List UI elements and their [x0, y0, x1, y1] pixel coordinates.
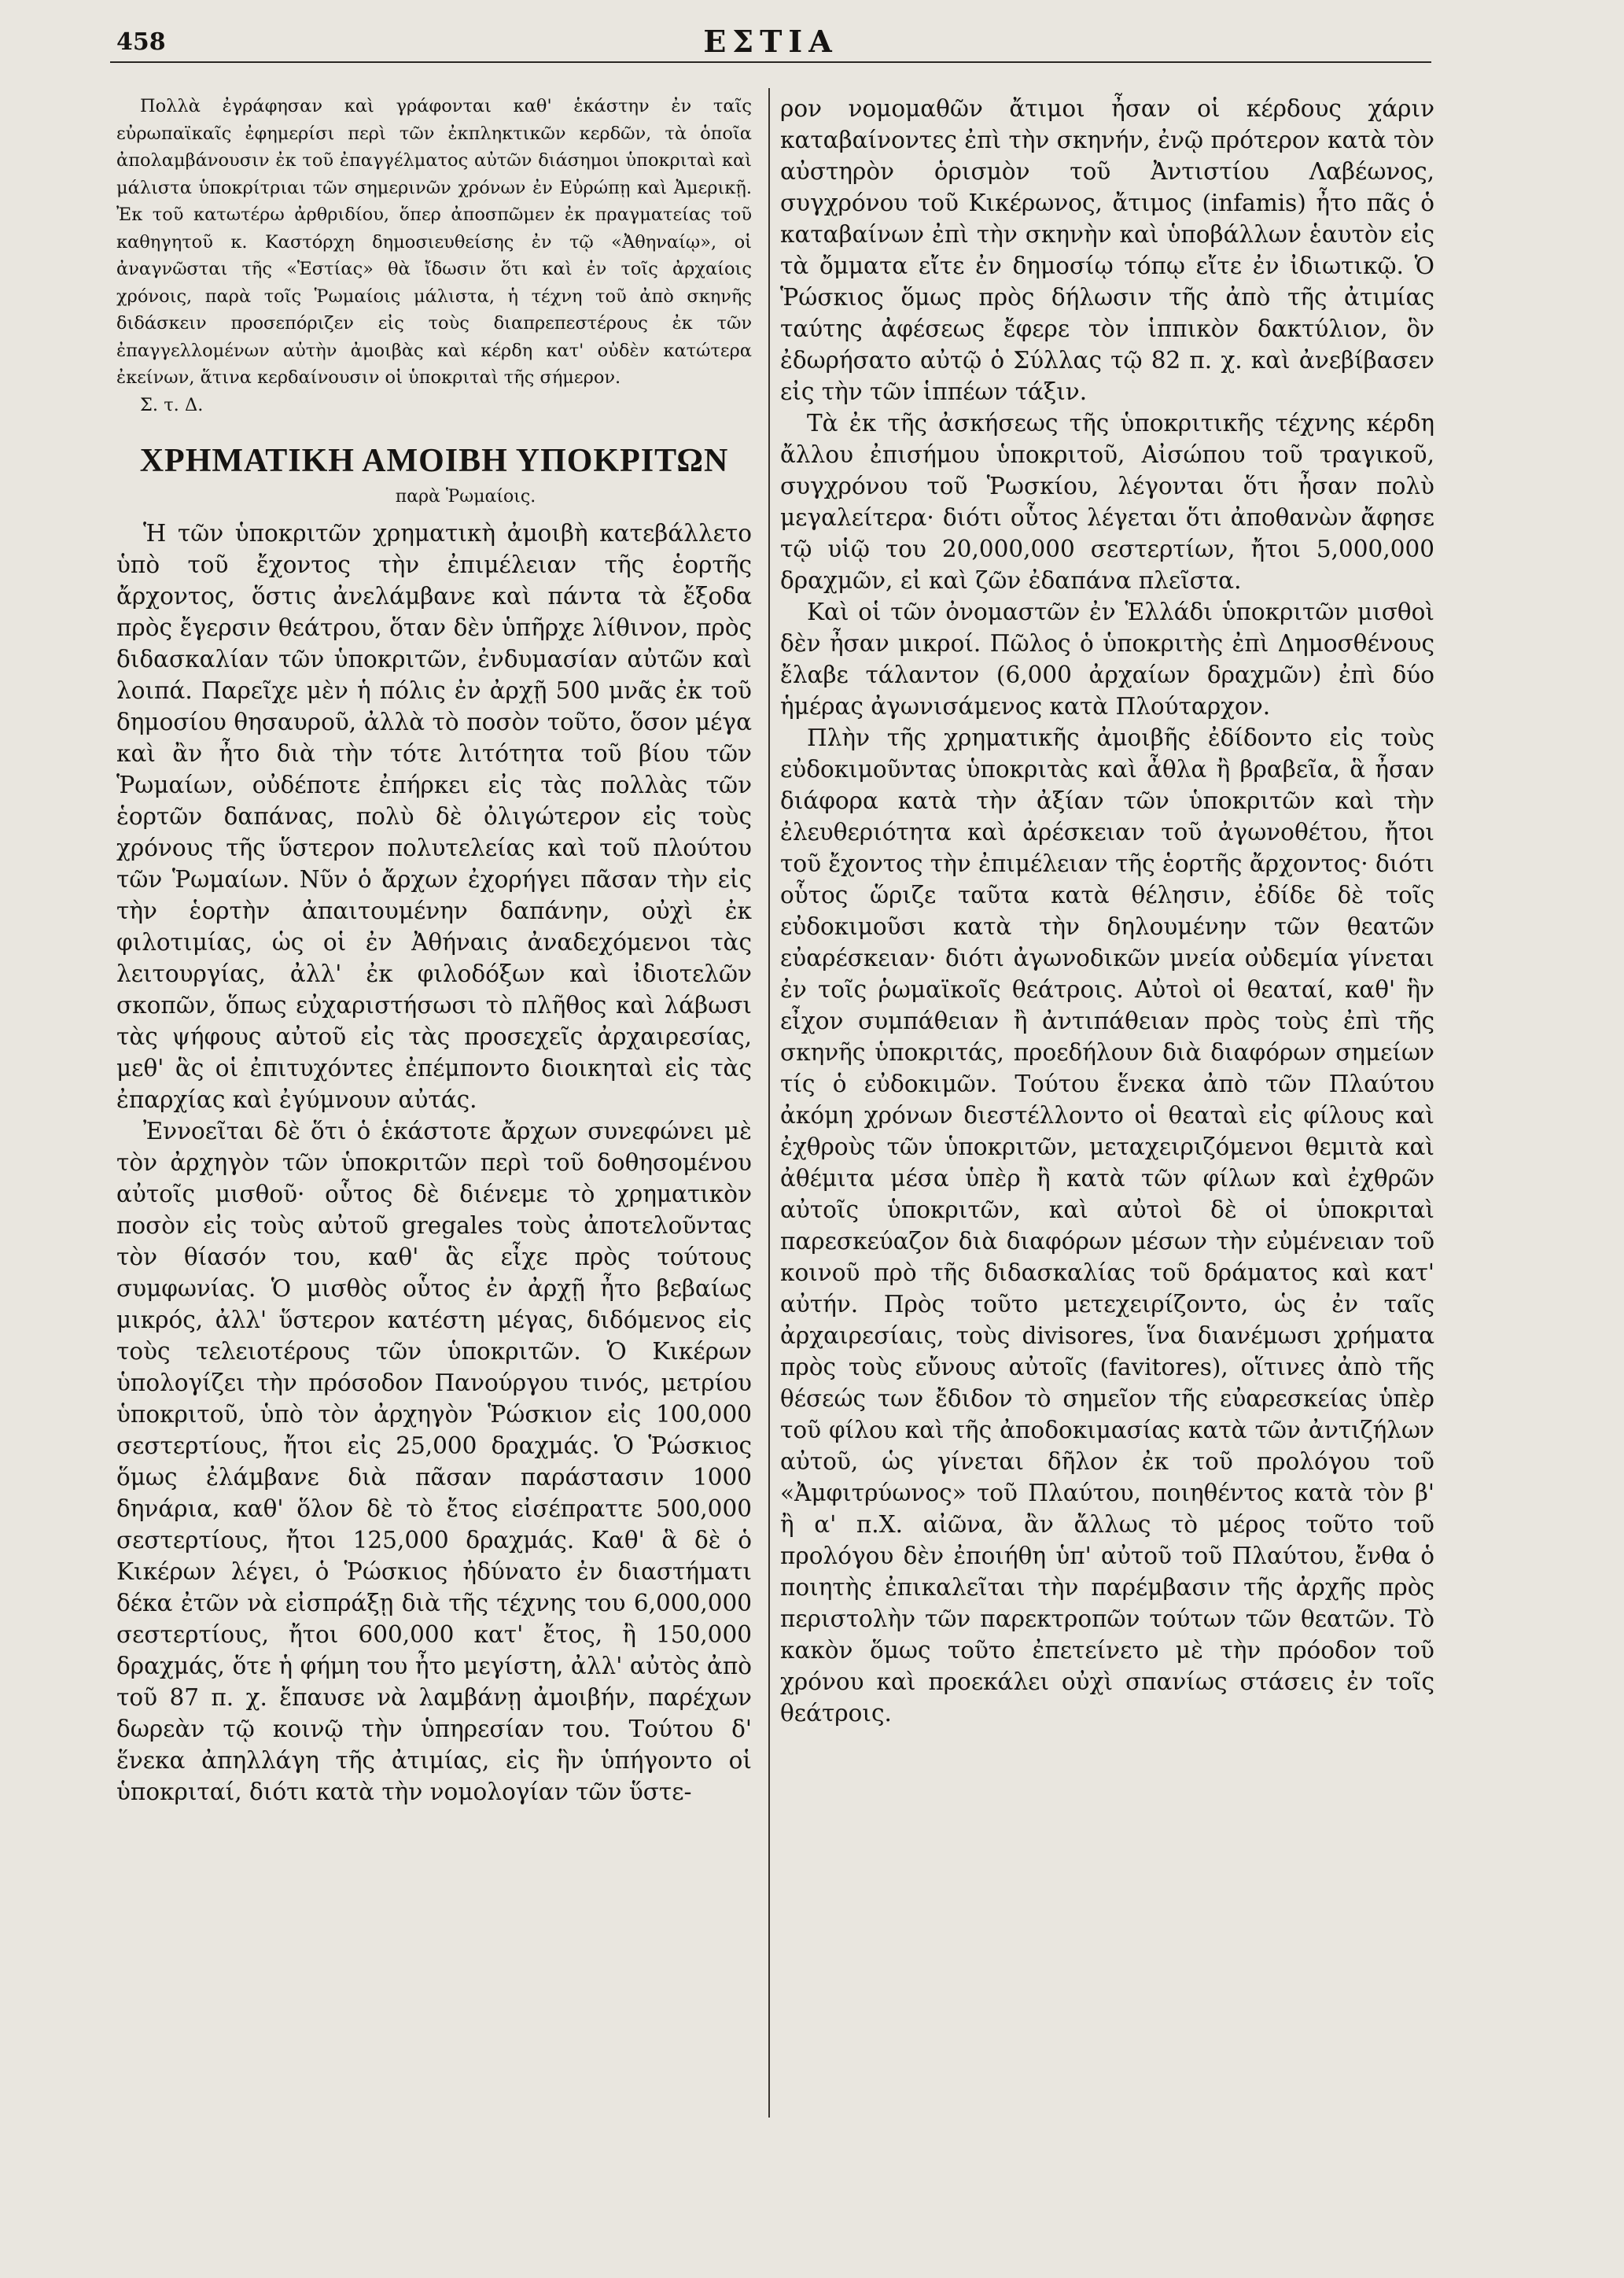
column-divider	[768, 88, 770, 2118]
editor-signature: Σ. τ. Δ.	[140, 394, 204, 415]
right-column	[780, 93, 1434, 2122]
left-column	[116, 93, 752, 2138]
body-paragraph: Πλὴν τῆς χρηματικῆς ἀμοιβῆς ἐδίδοντο εἰς τοὺς εὐδοκιμοῦντας ὑποκριτὰς καὶ ἆθλα ἢ βραβεῖα, ἃ ἦσαν διάφορα κατὰ τὴν ἀξίαν τῶν ὑποκριτῶν καὶ τὴν ἐλευθεριότητα καὶ ἀρέσκειαν τοῦ ἀγωνοθέτου, ἤτοι τοῦ ἔχοντος τὴν ἐπιμέλειαν τῆς ἑορτῆς ἄρχοντος· διότι οὗτος ὥριζε ταῦτα κατὰ θέλησιν, ἐδίδε δὲ τοῖς εὐδοκιμοῦσι κατὰ τὴν δηλουμένην τῶν θεατῶν εὐαρέσκειαν· διότι ἀγωνοδικῶν μνεία οὐδεμία γίνεται ἐν τοῖς ῥωμαϊκοῖς θεάτροις. Αὐτοὶ οἱ θεαταί, καθ' ἣν εἶχον συμπάθειαν ἢ ἀντιπάθειαν πρὸς τοὺς ἐπὶ τῆς σκηνῆς ὑποκριτάς, προεδήλουν διὰ διαφόρων σημείων τίς ὁ εὐδοκιμῶν. Τούτου ἕνεκα ἀπὸ τῶν Πλαύτου ἀκόμη χρόνων διεστέλλοντο οἱ θεαταὶ εἰς φίλους καὶ ἐχθροὺς τῶν ὑποκριτῶν, μεταχειριζόμενοι θεμιτὰ καὶ ἀθέμιτα μέσα ὑπὲρ ἢ κατὰ τῶν φίλων καὶ ἐχθρῶν αὐτοῖς ὑποκριτῶν, καὶ αὐτοὶ δὲ οἱ ὑποκριταὶ παρεσκεύαζον διὰ διαφόρων μέσων τὴν εὐμένειαν τοῦ κοινοῦ πρὸ τῆς διδασκαλίας τοῦ δράματος καὶ κατ' αὐτήν. Πρὸς τοῦτο μετεχειρίζοντο, ὡς ἐν ταῖς ἀρχαιρεσίαις, τοὺς divisores, ἵνα διανέμωσι χρήματα πρὸς τοὺς εὔνους αὐτοῖς (favitores), οἵτινες ἀπὸ τῆς θέσεώς των ἔδιδον τὸ σημεῖον τῆς εὐαρεσκείας ὑπὲρ τοῦ φίλου καὶ τῆς ἀποδοκιμασίας κατὰ τῶν ἀντιζήλων αὐτοῦ, ὡς γίνεται δῆλον ἐκ τοῦ προλόγου τοῦ «Ἀμφιτρύωνος» τοῦ Πλαύτου, ποιηθέντος κατὰ τὸν β' ἢ α' π.Χ. αἰῶνα, ἂν ἄλλως τὸ μέρος τοῦτο τοῦ προλόγου δὲν ἐποιήθη ὑπ' αὐτοῦ τοῦ Πλαύτου, ἔνθα ὁ ποιητὴς ἐπικαλεῖται τὴν παρέμβασιν τῆς ἀρχῆς πρὸς περιστολὴν τῶν παρεκτροπῶν τούτων τῶν θεατῶν. Τὸ κακὸν ὅμως τοῦτο ἐπετείνετο μὲ τὴν πρόοδον τοῦ χρόνου καὶ προεκάλει οὐχὶ σπανίως στάσεις ἐν τοῖς θεάτροις.	[780, 724, 1434, 1727]
body-paragraph-continued: ρον νομομαθῶν ἄτιμοι ἦσαν οἱ κέρδους χάριν καταβαίνοντες ἐπὶ τὴν σκηνήν, ἐνῷ πρότερον κατὰ τὸν αὐστηρὸν ὁρισμὸν τοῦ Ἀντιστίου Λαβέωνος, συγχρόνου τοῦ Κικέρωνος, ἄτιμος (infamis) ἦτο πᾶς ὁ καταβαίνων ἐπὶ τὴν σκηνὴν καὶ ὑποβάλλων ἑαυτὸν εἰς τὰ ὄμματα εἴτε ἐν δημοσίῳ τόπῳ εἴτε ἐν ἰδιωτικῷ. Ὁ Ῥώσκιος ὅμως πρὸς δήλωσιν τῆς ἀπὸ τῆς ἀτιμίας ταύτης ἀφέσεως ἔφερε τὸν ἱππικὸν δακτύλιον, ὃν ἐδωρήσατο αὐτῷ ὁ Σύλλας τῷ 82 π. χ. καὶ ἀνεβίβασεν εἰς τὴν τῶν ἱππέων τάξιν.	[780, 95, 1434, 405]
journal-title: ΕΣΤΙΑ	[703, 24, 838, 59]
article-subtitle: παρὰ Ῥωμαίοις.	[395, 487, 536, 507]
page-header	[110, 20, 1431, 63]
intro-paragraph: Πολλὰ ἐγράφησαν καὶ γράφονται καθ' ἑκάστην ἐν ταῖς εὐρωπαϊκαῖς ἐφημερίσι περὶ τῶν ἐκπληκτικῶν κερδῶν, τὰ ὁποῖα ἀπολαμβάνουσιν ἐκ τοῦ ἐπαγγέλματος αὐτῶν διάσημοι ὑποκριταὶ καὶ μάλιστα ὑποκρίτριαι τῶν σημερινῶν χρόνων ἐν Εὐρώπῃ καὶ Ἀμερικῇ. Ἐκ τοῦ κατωτέρω ἀρθριδίου, ὅπερ ἀποσπῶμεν ἐκ πραγματείας τοῦ καθηγητοῦ κ. Καστόρχη δημοσιευθείσης ἐν τῷ «Ἀθηναίῳ», οἱ ἀναγνῶσται τῆς «Ἑστίας» θὰ ἴδωσιν ὅτι καὶ ἐν τοῖς ἀρχαίοις χρόνοις, παρὰ τοῖς Ῥωμαίοις μάλιστα, ἡ τέχνη τοῦ ἀπὸ σκηνῆς διδάσκειν προσεπόριζεν εἰς τοὺς διαπρεπεστέρους ἐκ τῶν ἐπαγγελλομένων αὐτὴν ἀμοιβὰς καὶ κέρδη κατ' οὐδὲν κατώτερα ἐκείνων, ἅτινα κερδαίνουσιν οἱ ὑποκριταὶ τῆς σήμερον.	[116, 96, 752, 388]
page-number: 458	[116, 28, 166, 56]
body-paragraph: Ἡ τῶν ὑποκριτῶν χρηματικὴ ἀμοιβὴ κατεβάλλετο ὑπὸ τοῦ ἔχοντος τὴν ἐπιμέλειαν τῆς ἑορτῆς ἄρχοντος, ὅστις ἀνελάμβανε καὶ πάντα τὰ ἔξοδα πρὸς ἔγερσιν θεάτρου, ὅταν δὲν ὑπῆρχε λίθινον, πρὸς διδασκαλίαν τῶν ὑποκριτῶν, ἐνδυμασίαν αὐτῶν καὶ λοιπά. Παρεῖχε μὲν ἡ πόλις ἐν ἀρχῇ 500 μνᾶς ἐκ τοῦ δημοσίου θησαυροῦ, ἀλλὰ τὸ ποσὸν τοῦτο, ὅσον μέγα καὶ ἂν ἦτο διὰ τὴν τότε λιτότητα τοῦ βίου τῶν Ῥωμαίων, οὐδέποτε ἐπήρκει εἰς τὰς πολλὰς τῶν ἑορτῶν δαπάνας, πολὺ δὲ ὀλιγώτερον εἰς τοὺς χρόνους τῆς ὕστερον πολυτελείας καὶ τοῦ πλούτου τῶν Ῥωμαίων. Νῦν ὁ ἄρχων ἐχορήγει πᾶσαν τὴν εἰς τὴν ἑορτὴν ἀπαιτουμένην δαπάνην, οὐχὶ ἐκ φιλοτιμίας, ὡς οἱ ἐν Ἀθήναις ἀναδεχόμενοι τὰς λειτουργίας, ἀλλ' ἐκ φιλοδόξων καὶ ἰδιοτελῶν σκοπῶν, ὅπως εὐχαριστήσωσι τὸ πλῆθος καὶ λάβωσι τὰς ψήφους αὐτοῦ εἰς τὰς προσεχεῖς ἀρχαιρεσίας, μεθ' ἃς οἱ ἐπιτυχόντες ἐπέμποντο διοικηταὶ εἰς τὰς ἐπαρχίας καὶ ἐγύμνουν αὐτάς.	[116, 520, 752, 1113]
body-paragraph: Καὶ οἱ τῶν ὀνομαστῶν ἐν Ἑλλάδι ὑποκριτῶν μισθοὶ δὲν ἦσαν μικροί. Πῶλος ὁ ὑποκριτὴς ἐπὶ Δημοσθένους ἔλαβε τάλαντον (6,000 ἀρχαίων δραχμῶν) ἐπὶ δύο ἡμέρας ἀγωνισάμενος κατὰ Πλούταρχον.	[780, 599, 1434, 720]
article-title: ΧΡΗΜΑΤΙΚΗ ΑΜΟΙΒΗ ΥΠΟΚΡΙΤΩΝ	[139, 443, 729, 479]
body-paragraph: Ἐννοεῖται δὲ ὅτι ὁ ἑκάστοτε ἄρχων συνεφώνει μὲ τὸν ἀρχηγὸν τῶν ὑποκριτῶν περὶ τοῦ δοθησομένου αὐτοῖς μισθοῦ· οὗτος δὲ διένεμε τὸ χρηματικὸν ποσὸν εἰς τοὺς αὐτοῦ gregales τοὺς ἀποτελοῦντας τὸν θίασόν του, καθ' ἃς εἶχε πρὸς τούτους συμφωνίας. Ὁ μισθὸς οὗτος ἐν ἀρχῇ ἦτο βεβαίως μικρός, ἀλλ' ὕστερον κατέστη μέγας, διδόμενος εἰς τοὺς τελειοτέρους τῶν ὑποκριτῶν. Ὁ Κικέρων ὑπολογίζει τὴν πρόσοδον Πανούργου τινός, μετρίου ὑποκριτοῦ, ὑπὸ τὸν ἀρχηγὸν Ῥώσκιον εἰς 100,000 σεστερτίους, ἤτοι εἰς 25,000 δραχμάς. Ὁ Ῥώσκιος ὅμως ἐλάμβανε διὰ πᾶσαν παράστασιν 1000 δηνάρια, καθ' ὅλον δὲ τὸ ἔτος εἰσέπραττε 500,000 σεστερτίους, ἤτοι 125,000 δραχμάς. Καθ' ἃ δὲ ὁ Κικέρων λέγει, ὁ Ῥώσκιος ἠδύνατο ἐν διαστήματι δέκα ἐτῶν νὰ εἰσπράξῃ διὰ τῆς τέχνης του 6,000,000 σεστερτίους, ἤτοι 600,000 κατ' ἔτος, ἢ 150,000 δραχμάς, ὅτε ἡ φήμη του ἦτο μεγίστη, ἀλλ' αὐτὸς ἀπὸ τοῦ 87 π. χ. ἔπαυσε νὰ λαμβάνῃ ἀμοιβήν, παρέχων δωρεὰν τῷ κοινῷ τὴν ὑπηρεσίαν του. Τούτου δ' ἕνεκα ἀπηλλάγη τῆς ἀτιμίας, εἰς ἣν ὑπήγοντο οἱ ὑποκριταί, διότι κατὰ τὴν νομολογίαν τῶν ὕστε-	[116, 1118, 752, 1805]
body-paragraph: Τὰ ἐκ τῆς ἀσκήσεως τῆς ὑποκριτικῆς τέχνης κέρδη ἄλλου ἐπισήμου ὑποκριτοῦ, Αἰσώπου τοῦ τραγικοῦ, συγχρόνου τοῦ Ῥωσκίου, λέγονται ὅτι ἦσαν πολὺ μεγαλείτερα· διότι οὗτος λέγεται ὅτι ἀποθανὼν ἄφησε τῷ υἱῷ του 20,000,000 σεστερτίων, ἤτοι 5,000,000 δραχμῶν, εἰ καὶ ζῶν ἐδαπάνα πλεῖστα.	[780, 410, 1434, 594]
